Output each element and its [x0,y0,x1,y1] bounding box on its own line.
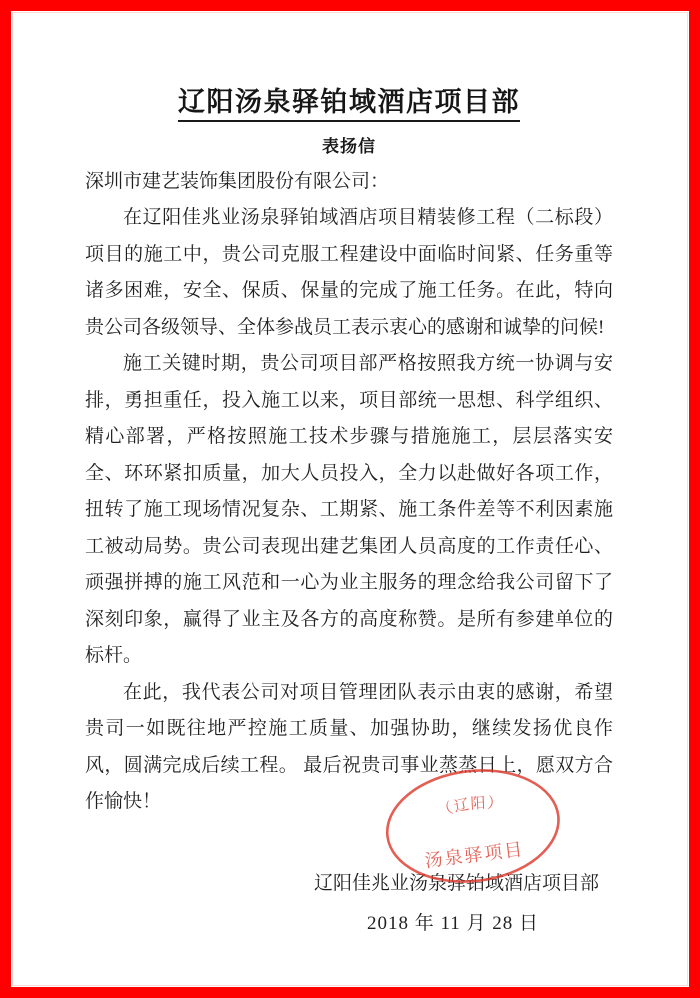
body-paragraph-3: 在此，我代表公司对项目管理团队表示由衷的感谢，希望贵司一如既往地严控施工质量、加强协助，继续发扬优良作风，圆满完成后续工程。 最后祝贵司事业蒸蒸日上，愿双方合作愉快！ [85,681,613,813]
body-paragraph-2: 施工关键时期，贵公司项目部严格按照我方统一协调与安排，勇担重任，投入施工以来，项目部统一思想、科学组织、精心部署，严格按照施工技术步骤与措施施工，层层落实安全、环环紧扣质量，加大人员投入，全力以赴做好各项工作，扭转了施工现场情况复杂、工期紧、施工条件差等不利因素施工被动局势。贵公司表现出建艺集团人员高度的工作责任心、顽强拼搏的施工风范和一心为业主服务的理念给我公司留下了深刻印象，赢得了业主及各方的高度称赞。是所有参建单位的标杆。 [85,353,613,667]
signature-line: 辽阳佳兆业汤泉驿铂域酒店项目部 [313,872,599,894]
date-line: 2018 年 11 月 28 日 [366,912,539,934]
salutation-line: 深圳市建艺装饰集团股份有限公司： [85,170,390,192]
stamp-center-text: 汤泉驿项目 [423,839,526,872]
stamp-arc-text: （辽阳） [435,795,505,822]
letter-content [85,12,613,937]
body-paragraph-1: 在辽阳佳兆业汤泉驿铂域酒店项目精装修工程（二标段）项目的施工中，贵公司克服工程建设中面临时间紧、任务重等诸多困难，安全、保质、保量的完成了施工任务。在此，特向贵公司各级领导、全体参战员工表示衷心的感谢和诚挚的问候! [85,207,613,338]
letter-title-text: 辽阳汤泉驿铂域酒店项目部 [178,87,520,122]
letter-subtitle: 表扬信 [322,136,376,156]
closing-block [85,869,613,937]
letter-title [85,86,613,120]
